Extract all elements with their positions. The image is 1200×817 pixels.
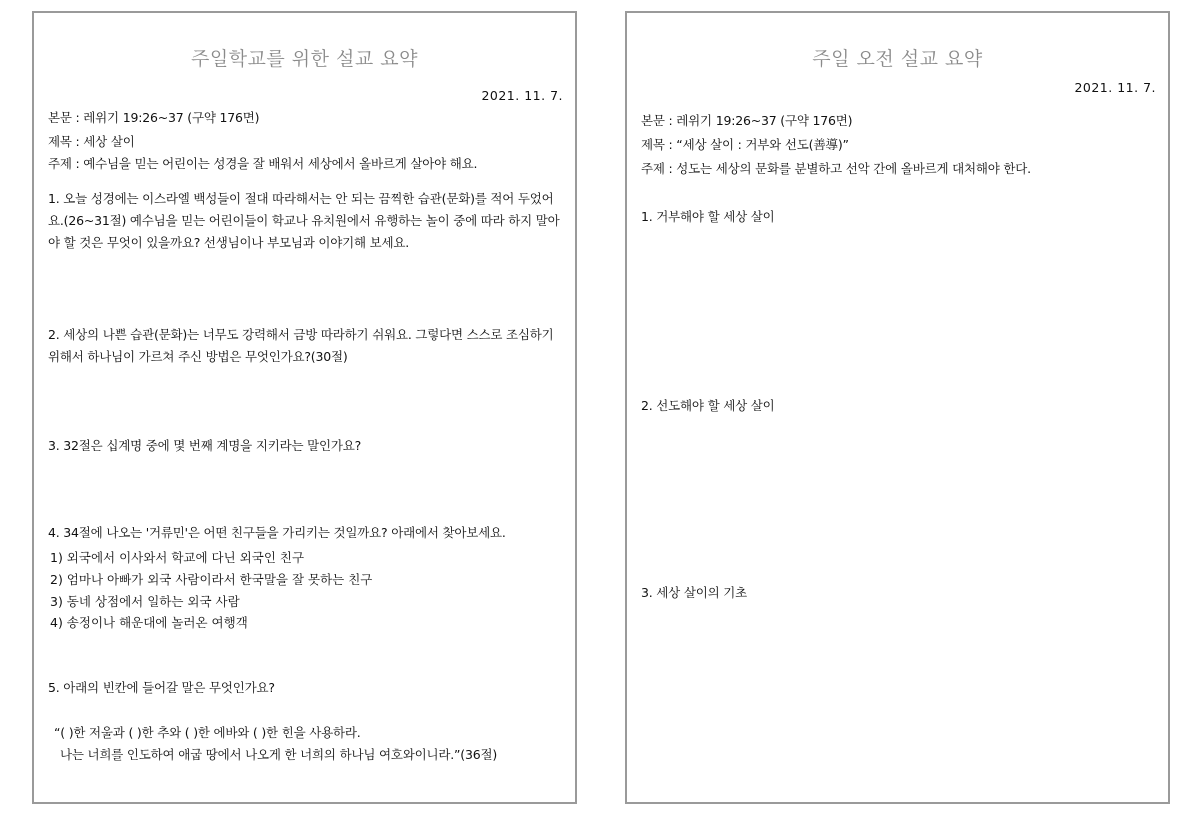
question-5-quote-line-2: 나는 너희를 인도하여 애굽 땅에서 나오게 한 너희의 하나님 여호와이니라.”(36절) xyxy=(60,747,497,762)
sermon-theme: 주제 : 예수님을 믿는 어린이는 성경을 잘 배워서 세상에서 올바르게 살아야 해요. xyxy=(48,156,478,171)
question-4: 4. 34절에 나오는 '거류민'은 어떤 친구들을 가리키는 것일까요? 아래에서 찾아보세요. xyxy=(48,525,506,540)
sermon-theme: 주제 : 성도는 세상의 문화를 분별하고 선악 간에 올바르게 대처해야 한다. xyxy=(641,161,1031,176)
question-4-option: 3) 동네 상점에서 일하는 외국 사람 xyxy=(50,594,240,609)
sermon-point-2: 2. 선도해야 할 세상 살이 xyxy=(641,398,775,413)
sermon-point-1: 1. 거부해야 할 세상 살이 xyxy=(641,209,775,224)
date: 2021. 11. 7. xyxy=(481,88,563,103)
sermon-subject: 제목 : 세상 살이 xyxy=(48,134,135,149)
page-title: 주일학교를 위한 설교 요약 xyxy=(190,48,418,70)
scripture-reference: 본문 : 레위기 19:26~37 (구약 176면) xyxy=(641,113,853,128)
question-1: 1. 오늘 성경에는 이스라엘 백성들이 절대 따라해서는 안 되는 끔찍한 습관(문화)를 적어 두었어요.(26~31절) 예수님을 믿는 어린이들이 학교나 유치원에서 유행하는 놀이 중에 따라 하지 말아야 할 것은 무엇이 있을까요? 선생님이나 부모님과 이야기해 보세요. xyxy=(48,191,560,250)
question-2: 2. 세상의 나쁜 습관(문화)는 너무도 강력해서 금방 따라하기 쉬워요. 그렇다면 스스로 조심하기 위해서 하나님이 가르쳐 주신 방법은 무엇인가요?(30절) xyxy=(48,327,554,364)
question-4-option: 4) 송정이나 해운대에 놀러온 여행객 xyxy=(50,615,248,630)
question-4-option: 1) 외국에서 이사와서 학교에 다닌 외국인 친구 xyxy=(50,550,305,565)
sunday-school-summary-page xyxy=(32,11,577,804)
question-3: 3. 32절은 십계명 중에 몇 번째 계명을 지키라는 말인가요? xyxy=(48,438,362,453)
sermon-subject: 제목 : “세상 살이 : 거부와 선도(善導)” xyxy=(641,137,849,152)
sermon-point-3: 3. 세상 살이의 기초 xyxy=(641,585,747,600)
sunday-morning-summary-page xyxy=(625,11,1170,804)
question-4-option: 2) 엄마나 아빠가 외국 사람이라서 한국말을 잘 못하는 친구 xyxy=(50,572,373,587)
date: 2021. 11. 7. xyxy=(1074,80,1156,95)
scripture-reference: 본문 : 레위기 19:26~37 (구약 176면) xyxy=(48,110,260,125)
page-title: 주일 오전 설교 요약 xyxy=(812,48,983,70)
question-5-quote-line-1: “( )한 저울과 ( )한 추와 ( )한 에바와 ( )한 힌을 사용하라. xyxy=(54,725,361,740)
question-5: 5. 아래의 빈칸에 들어갈 말은 무엇인가요? xyxy=(48,680,275,695)
